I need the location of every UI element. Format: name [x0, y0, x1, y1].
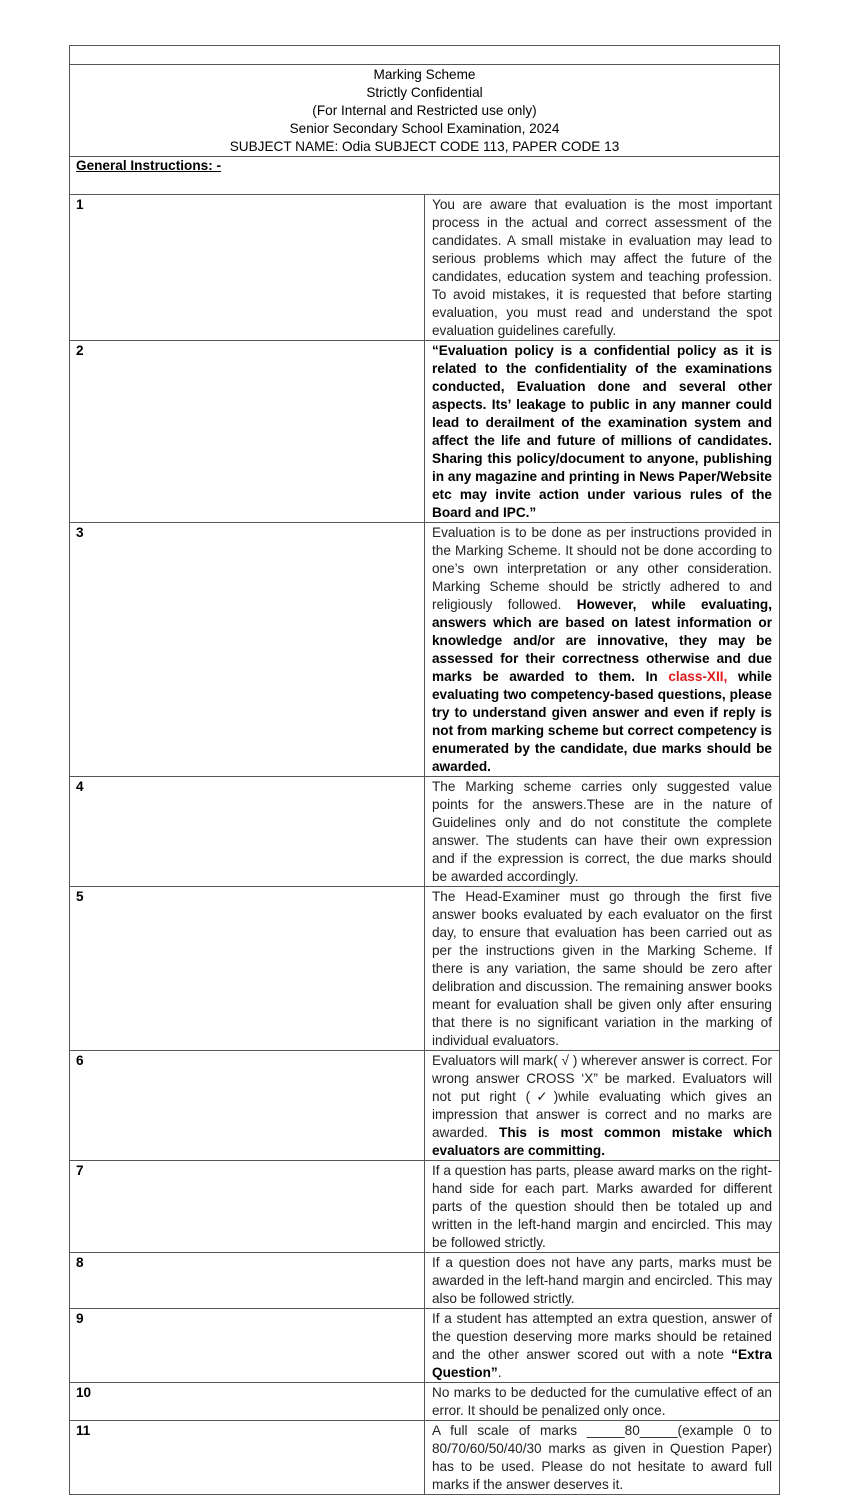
instruction-text: The Head-Examiner must go through the first five answer books evaluated by each evaluator on the first day, to ensure that evaluation has been carried out as per the instructions given in the Marking Scheme. If there is any variation, the same should be zero after delibration and discussion. The remaining answer books meant for evaluation shall be given only after ensuring that there is no significant variation in the marking of individual evaluators. — [425, 887, 780, 1051]
blank-top-row — [70, 46, 780, 65]
instruction-number: 5 — [70, 887, 425, 1051]
header-title: Marking Scheme — [373, 67, 476, 82]
instruction-row — [70, 195, 780, 341]
instruction-text: If a student has attempted an extra question, answer of the question deserving more marks should be retained and the other answer scored out with a note “Extra Question”. — [425, 1309, 780, 1383]
instruction-row — [70, 1383, 780, 1421]
instruction-number: 4 — [70, 777, 425, 887]
instruction-number: 2 — [70, 341, 425, 523]
instruction-text: Evaluation is to be done as per instructions provided in the Marking Scheme. It should not be done according to one’s own interpretation or any other consideration. Marking Scheme should be strictly adhered to and religiously followed. However, while evaluating, answers which are based on latest information or knowledge and/or are innovative, they may be assessed for their correctness otherwise and due marks be awarded to them. In class-XII, while evaluating two competency-based questions, please try to understand given answer and even if reply is not from marking scheme but correct competency is enumerated by the candidate, due marks should be awarded. — [425, 523, 780, 777]
instruction-text: Evaluators will mark( √ ) wherever answer is correct. For wrong answer CROSS ‘X” be marked. Evaluators will not put right (✓)while evaluating which gives an impression that answer is correct and no marks are awarded. This is most common mistake which evaluators are committing. — [425, 1051, 780, 1161]
instruction-text: The Marking scheme carries only suggested value points for the answers.These are in the nature of Guidelines only and do not constitute the complete answer. The students can have their own expression and if the expression is correct, the due marks should be awarded accordingly. — [425, 777, 780, 887]
header-confidential: Strictly Confidential — [366, 85, 483, 100]
class-xii-highlight: class-XII, — [668, 669, 728, 684]
header-restricted-use: (For Internal and Restricted use only) — [312, 103, 537, 118]
general-instructions-row — [70, 157, 780, 195]
instruction-row — [70, 887, 780, 1051]
instruction-row — [70, 1309, 780, 1383]
header-row — [70, 65, 780, 157]
marking-scheme-page — [69, 45, 780, 1495]
instruction-row — [70, 777, 780, 887]
instructions-table — [69, 45, 780, 1495]
document-header — [70, 65, 780, 157]
instruction-text: “Evaluation policy is a confidential policy as it is related to the confidentiality of the examinations conducted, Evaluation done and several other aspects. Its’ leakage to public in any manner could lead to derailment of the examination system and affect the life and future of millions of candidates. Sharing this policy/document to anyone, publishing in any magazine and printing in News Paper/Website etc may invite action under various rules of the Board and IPC.” — [425, 341, 780, 523]
instruction-row — [70, 1421, 780, 1495]
instruction-row — [70, 1051, 780, 1161]
instruction-number: 3 — [70, 523, 425, 777]
header-examination: Senior Secondary School Examination, 2024 — [289, 121, 560, 136]
general-instructions-heading: General Instructions: - — [76, 158, 222, 173]
instruction-number: 8 — [70, 1253, 425, 1309]
instruction-number: 11 — [70, 1421, 425, 1495]
instruction-number: 10 — [70, 1383, 425, 1421]
instruction-number: 6 — [70, 1051, 425, 1161]
instruction-row — [70, 1253, 780, 1309]
instruction-text: If a question has parts, please award marks on the right-hand side for each part. Marks awarded for different parts of the question should then be totaled up and written in the left-hand margin and encircled. This may be followed strictly. — [425, 1161, 780, 1253]
instruction-number: 1 — [70, 195, 425, 341]
instruction-text: No marks to be deducted for the cumulative effect of an error. It should be penalized only once. — [425, 1383, 780, 1421]
header-subject: SUBJECT NAME: Odia SUBJECT CODE 113, PAPER CODE 13 — [229, 139, 620, 154]
instruction-number: 9 — [70, 1309, 425, 1383]
instruction-row — [70, 341, 780, 523]
instruction-text: If a question does not have any parts, marks must be awarded in the left-hand margin and encircled. This may also be followed strictly. — [425, 1253, 780, 1309]
instruction-text: A full scale of marks _____80_____(example 0 to 80/70/60/50/40/30 marks as given in Question Paper) has to be used. Please do not hesitate to award full marks if the answer deserves it. — [425, 1421, 780, 1495]
instruction-text: You are aware that evaluation is the most important process in the actual and correct assessment of the candidates. A small mistake in evaluation may lead to serious problems which may affect the future of the candidates, education system and teaching profession. To avoid mistakes, it is requested that before starting evaluation, you must read and understand the spot evaluation guidelines carefully. — [425, 195, 780, 341]
instruction-row — [70, 523, 780, 777]
instruction-row — [70, 1161, 780, 1253]
instruction-number: 7 — [70, 1161, 425, 1253]
